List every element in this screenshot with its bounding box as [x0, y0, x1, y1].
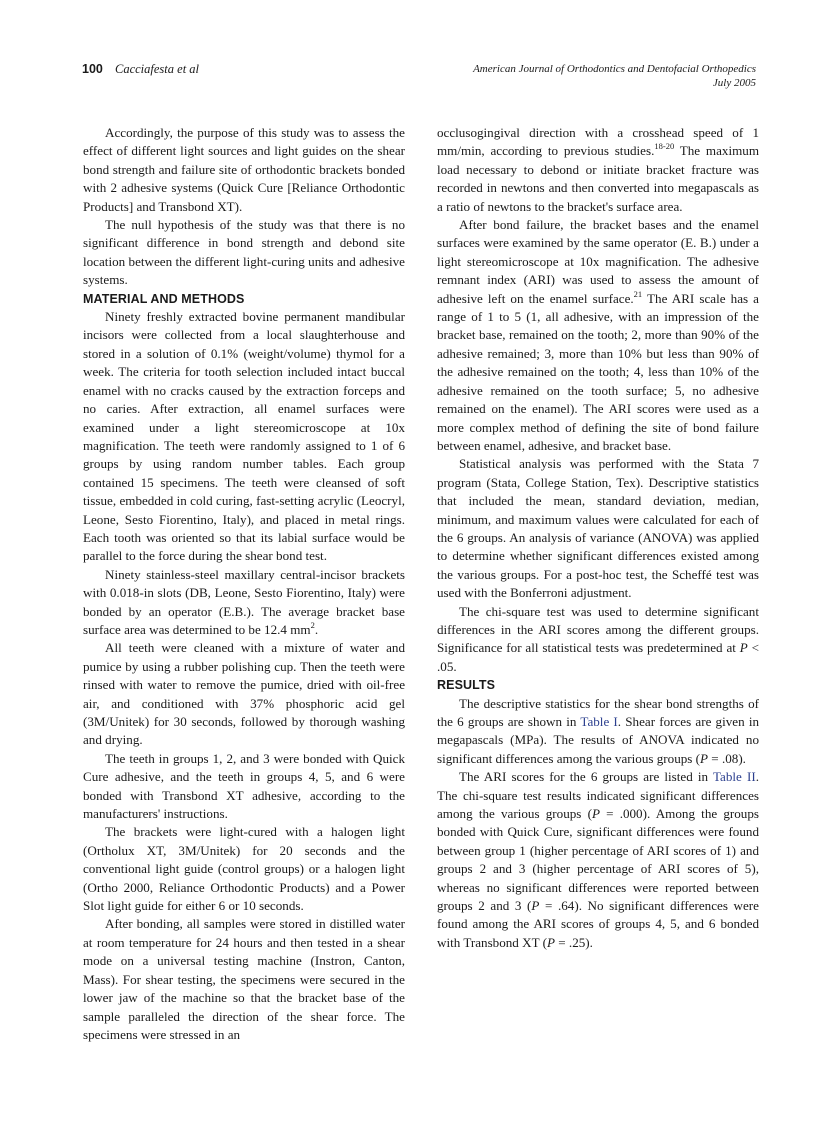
- ari-paragraph: [437, 216, 759, 455]
- journal-info: [473, 62, 756, 90]
- results-1-text-a: The descriptive statistics for the shear bond strengths of the 6 groups are shown in: [437, 695, 759, 729]
- methods-paragraph-6: After bonding, all samples were stored in distilled water at room temperature for 24 hours and then tested in a shear mode on a universal testing machine (Instron, Canton, Mass). For shear testing, the specimens were secured in the lower jaw of the machine so that the bracket base of the sample paralleled the direction of the shear force. The specimens were stressed in an: [83, 916, 405, 1042]
- results-1-text-c: = .08).: [708, 750, 746, 766]
- continued-text-b: The maximum load necessary to debond or initiate bracket fracture was recorded in newtons and then converted into megapascals as a ratio of newtons to the bracket's surface area.: [437, 143, 759, 214]
- running-author: Cacciafesta et al: [115, 62, 200, 76]
- p-value-symbol: P: [591, 806, 600, 822]
- superscript-squared: 2: [310, 619, 315, 630]
- methods-paragraph-2-end: .: [314, 621, 319, 637]
- statistics-paragraph: Statistical analysis was performed with the Stata 7 program (Stata, College Station, Tex). Descriptive statistics that included the mean, standard deviation, median, minimum, and maximum values were calculated for each of the 6 groups. An analysis of variance (ANOVA) was applied to determine whether significant differences existed among the various groups. For a post-hoc test, the Scheffé test was used with the Bonferroni adjustment.: [437, 456, 759, 601]
- left-column: [83, 124, 405, 1044]
- methods-paragraph-1: Ninety freshly extracted bovine permanent mandibular incisors were collected from a local slaughterhouse and stored in a solution of 0.1% (weight/volume) thymol for a week. The criteria for tooth selection included intact buccal enamel with no cracks caused by the extraction forceps and no caries. After extraction, all enamel surfaces were examined under a light stereomicroscope at 10x magnification. The teeth were randomly assigned to 1 of 6 groups by using random number tables. Each group contained 15 specimens. The teeth were cleansed of soft tissue, embedded in cold curing, fast-setting acrylic (Leocryl, Leone, Sesto Fiorentino, Italy), and placed in metal rings. Each tooth was oriented so that its labial surface would be parallel to the force during the shear bond test.: [83, 309, 405, 564]
- results-2-text-e: = .25).: [554, 934, 593, 950]
- chi-text-a: The chi-square test was used to determine significant differences in the ARI scores among the different groups. Significance for all statistical tests was predetermined at: [437, 603, 759, 656]
- p-value-symbol: P: [546, 934, 555, 950]
- results-paragraph-2: [437, 768, 759, 952]
- intro-paragraph-2: The null hypothesis of the study was that there is no significant difference in bond strength and debond site location between the different light-curing units and adhesive systems.: [83, 217, 405, 288]
- p-value-symbol: P: [531, 898, 540, 914]
- page-header: [82, 62, 756, 102]
- continued-paragraph: [437, 124, 759, 216]
- section-heading-results: RESULTS: [437, 678, 496, 693]
- chi-square-paragraph: [437, 603, 759, 677]
- page-number: 100: [82, 62, 103, 76]
- methods-paragraph-3: All teeth were cleaned with a mixture of water and pumice by using a rubber polishing cup. Then the teeth were rinsed with water to remove the pumice, dried with oil-free air, and conditioned with 37% phosphoric acid gel (3M/Unitek) for 30 seconds, followed by thorough washing and drying.: [83, 640, 405, 748]
- ari-text-b: The ARI scale has a range of 1 to 5 (1, all adhesive, with an impression of the bracket base, remained on the tooth; 2, more than 90% of the adhesive remained; 3, more than 10% but less than 90% of the adhesive remained on the tooth; 4, less than 10% of the adhesive remained on the tooth surface; 5, no adhesive remained on the enamel). The ARI scores were used as a more complex method of defining the site of bond failure between enamel, adhesive, and bracket base.: [437, 290, 759, 453]
- chi-text-b: < .05.: [437, 640, 759, 674]
- results-paragraph-1: [437, 695, 759, 769]
- results-2-text-d: = .64). No significant differences were found among the ARI scores of groups 4, 5, and 6 bonded with Transbond XT (: [437, 898, 759, 950]
- ari-text-a: After bond failure, the bracket bases and the enamel surfaces were examined by the same operator (E. B.) under a light stereomicroscope at 10x magnification. The adhesive remnant index (ARI) was used to assess the amount of adhesive left on the enamel surface.: [437, 217, 759, 306]
- continued-text-a: occlusogingival direction with a crosshead speed of 1 mm/min, according to previous studies.: [437, 125, 759, 159]
- methods-paragraph-4: The teeth in groups 1, 2, and 3 were bonded with Quick Cure adhesive, and the teeth in groups 4, 5, and 6 were bonded with Transbond XT adhesive, according to the manufacturers' instructions.: [83, 750, 405, 822]
- methods-paragraph-5: The brackets were light-cured with a halogen light (Ortholux XT, 3M/Unitek) for 20 seconds and the conventional light guide (control groups) or a halogen light (Ortho 2000, Reliance Orthodontic Products) and a Power Slot light guide for either 6 or 10 seconds.: [83, 824, 405, 914]
- table-2-link[interactable]: Table II: [712, 769, 756, 785]
- issue-date: July 2005: [712, 77, 756, 89]
- results-2-text-c: = .000). Among the groups bonded with Quick Cure, significant differences were found between group 1 (higher percentage of ARI scores of 1) and groups 2 and 3 (higher percentage of ARI scores of 5), whereas no significant differences were reported between groups 2 and 3 (: [437, 806, 760, 914]
- p-value-symbol: P: [739, 640, 748, 656]
- results-2-text-a: The ARI scores for the 6 groups are listed in: [459, 769, 713, 785]
- methods-paragraph-2: [83, 566, 405, 640]
- p-value-symbol: P: [700, 750, 709, 766]
- results-2-text-b: . The chi-square test results indicated significant differences among the various groups (: [437, 769, 759, 822]
- reference-citation[interactable]: 18-20: [654, 141, 675, 152]
- methods-paragraph-2-text: Ninety stainless-steel maxillary central-incisor brackets with 0.018-in slots (DB, Leone, Sesto Fiorentino, Italy) were bonded by an operator (E.B.). The average bracket base surface area was determined to be 12.4 mm: [83, 566, 405, 637]
- journal-title: American Journal of Orthodontics and Dentofacial Orthopedics: [473, 63, 756, 75]
- section-heading-methods: MATERIAL AND METHODS: [83, 291, 245, 306]
- right-column: [437, 124, 759, 952]
- table-1-link[interactable]: Table I: [580, 714, 618, 729]
- reference-citation[interactable]: 21: [633, 288, 643, 299]
- intro-paragraph-1: Accordingly, the purpose of this study was to assess the effect of different light sources and light guides on the shear bond strength and failure site of orthodontic brackets bonded with 2 adhesive systems (Quick Cure [Reliance Orthodontic Products] and Transbond XT).: [83, 125, 405, 214]
- results-1-text-b: . Shear forces are given in megapascals (MPa). The results of ANOVA indicated no significant differences among the various groups (: [437, 714, 760, 766]
